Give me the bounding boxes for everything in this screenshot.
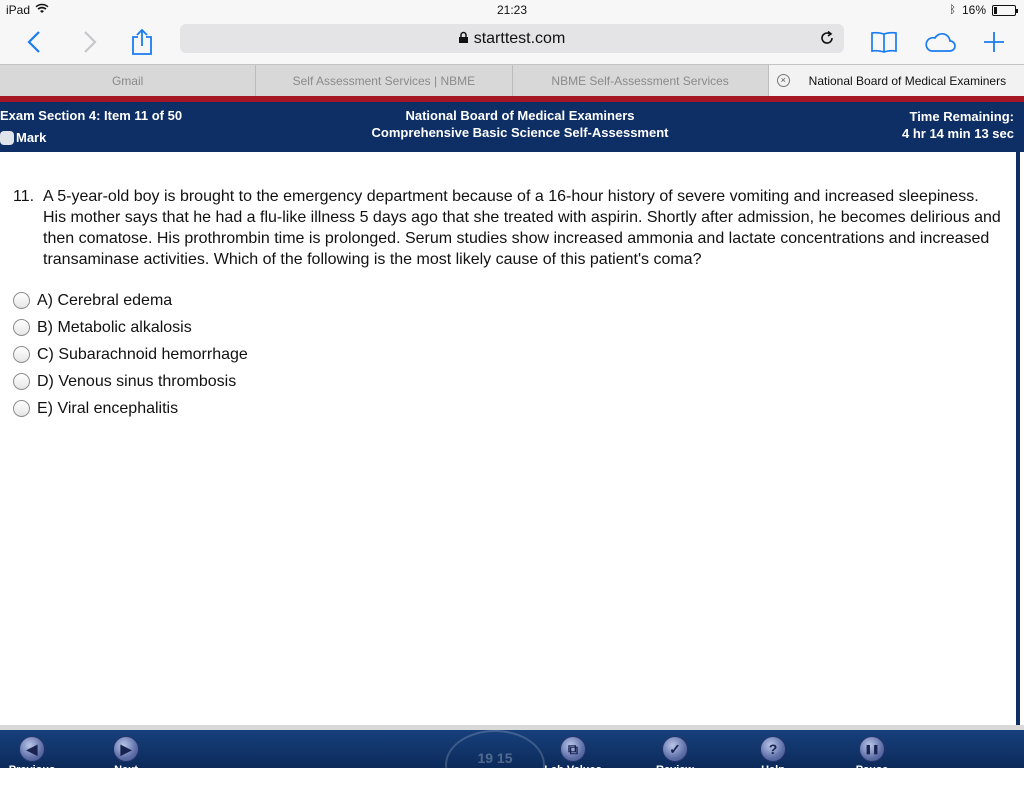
back-arrow-icon[interactable]: [16, 24, 52, 60]
radio-button[interactable]: [13, 346, 30, 363]
radio-button[interactable]: [13, 292, 30, 309]
question-stem: A 5-year-old boy is brought to the emergency department because of a 16-hour history of severe vomiting and increased sleepiness. His mother says that he had a flu-like illness 5 days ago that she treated with aspirin. Shortly after admission, he becomes delirious and then comatose. His prothrombin time is prolonged. Serum studies show increased ammonia and lactate concentrations and increased transaminase activities. Which of the following is the most likely cause of this patient's coma?: [43, 188, 1001, 268]
seal-text: 19 15: [477, 750, 513, 766]
option-label: B) Metabolic alkalosis: [37, 318, 192, 336]
status-time: 21:23: [496, 3, 528, 17]
answer-options: [13, 287, 248, 422]
item-counter: Exam Section 4: Item 11 of 50: [0, 108, 183, 123]
tab-national-board[interactable]: [769, 65, 1024, 97]
option-label: C) Subarachnoid hemorrhage: [37, 345, 248, 363]
lock-icon: [459, 30, 468, 48]
mark-box-icon: [0, 131, 14, 145]
new-tab-icon[interactable]: [976, 24, 1012, 60]
answer-option-d[interactable]: [13, 368, 248, 395]
close-tab-icon[interactable]: ×: [777, 74, 790, 87]
exam-footer: [0, 730, 1024, 776]
pause-button[interactable]: [842, 736, 902, 776]
answer-option-c[interactable]: [13, 341, 248, 368]
next-icon: ▶: [113, 736, 139, 762]
next-button[interactable]: [96, 736, 156, 776]
bluetooth-icon: ᛒ: [949, 4, 956, 16]
device-name: iPad: [6, 3, 31, 17]
lab-values-button[interactable]: [543, 736, 603, 776]
tab-bar: [0, 64, 1024, 96]
cloud-tabs-icon[interactable]: [922, 24, 958, 60]
button-label: Review: [656, 764, 694, 776]
battery-percent: 16%: [961, 3, 986, 17]
lab-values-icon: ⧉: [560, 736, 586, 762]
help-button[interactable]: [743, 736, 803, 776]
url-bar[interactable]: [180, 24, 844, 53]
tab-gmail[interactable]: [0, 65, 256, 97]
status-bar: [0, 0, 1024, 20]
tab-self-assessment-services[interactable]: [256, 65, 512, 97]
time-remaining: [902, 108, 1014, 142]
share-icon[interactable]: [124, 24, 160, 60]
button-label: Lab Values: [544, 764, 602, 776]
battery-icon: [992, 5, 1016, 16]
radio-button[interactable]: [13, 373, 30, 390]
exam-title: National Board of Medical Examiners: [405, 108, 635, 123]
nbme-seal-logo: [445, 730, 545, 800]
tab-label: National Board of Medical Examiners: [808, 74, 1007, 88]
status-right: [949, 3, 1016, 17]
answer-option-a[interactable]: [13, 287, 248, 314]
button-label: Next: [114, 764, 138, 776]
option-label: A) Cerebral edema: [37, 291, 173, 309]
review-check-icon: ✓: [662, 736, 688, 762]
question: [13, 186, 1003, 270]
exam-header: [0, 102, 1024, 152]
answer-option-e[interactable]: [13, 395, 248, 422]
browser-toolbar: [0, 20, 1024, 64]
review-button[interactable]: [645, 736, 705, 776]
mark-checkbox[interactable]: [0, 130, 46, 145]
help-icon: ?: [760, 736, 786, 762]
button-label: Pause: [855, 764, 889, 776]
previous-icon: ◀: [19, 736, 45, 762]
reload-icon[interactable]: [816, 27, 838, 49]
tab-label: Gmail: [111, 74, 144, 88]
exam-subtitle: Comprehensive Basic Science Self-Assessment: [371, 125, 669, 140]
battery-fill: [994, 7, 997, 14]
pause-icon: ❚❚: [859, 736, 885, 762]
forward-arrow-icon[interactable]: [72, 24, 108, 60]
radio-button[interactable]: [13, 319, 30, 336]
question-number: 11.: [13, 188, 35, 205]
button-label: Previous: [8, 764, 56, 776]
time-label: Time Remaining:: [909, 109, 1014, 124]
previous-button[interactable]: [2, 736, 62, 776]
mark-label: Mark: [16, 130, 47, 145]
time-value: 4 hr 14 min 13 sec: [901, 126, 1014, 141]
bookmarks-icon[interactable]: [866, 24, 902, 60]
option-label: D) Venous sinus thrombosis: [37, 372, 237, 390]
radio-button[interactable]: [13, 400, 30, 417]
url-text: starttest.com: [473, 29, 566, 47]
button-label: Help: [761, 764, 785, 776]
tab-nbme-self-assessment[interactable]: [513, 65, 769, 97]
tab-label: Self Assessment Services | NBME: [292, 74, 476, 88]
option-label: E) Viral encephalitis: [37, 399, 179, 417]
question-panel: [0, 152, 1020, 725]
answer-option-b[interactable]: [13, 314, 248, 341]
tab-label: NBME Self-Assessment Services: [551, 74, 729, 88]
